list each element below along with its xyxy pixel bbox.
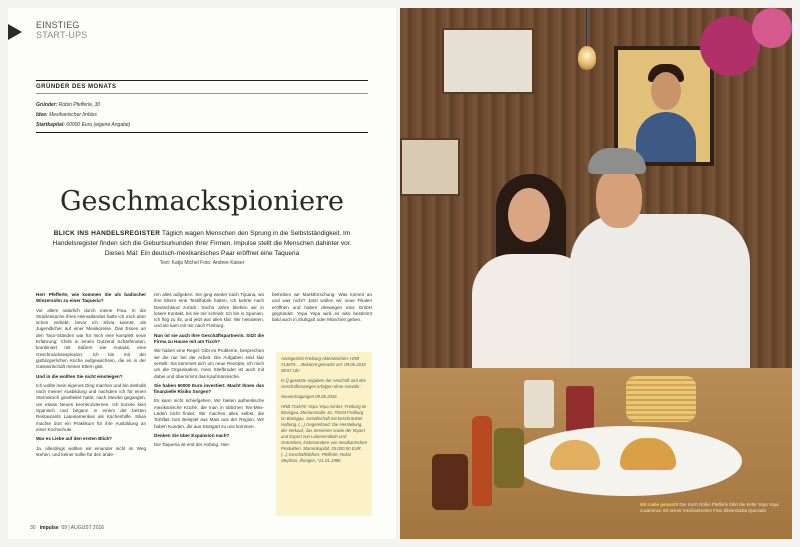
article-headline: Geschmackspioniere: [59, 186, 344, 217]
box-bottom-rule: [36, 132, 368, 133]
article-lead: [52, 229, 352, 259]
fact-label: Startkapital:: [36, 122, 65, 128]
paper-flower: [752, 8, 792, 48]
woman-face: [508, 188, 550, 242]
fact-founder: [36, 102, 100, 108]
article-column-3: [272, 292, 372, 326]
paper-flower: [700, 16, 760, 76]
register-infobox: [276, 352, 372, 516]
answer: Wir haben eine Regel: Gibt es Probleme, besprechen wir die nur bei der Arbeit. Die Aufgaben sind klar verteilt: Sie kümmert sich um neue Rezepte, ich mich um die Organisation, mein Stiefbruder ist auch mit dabei und übernimmt das Kaufmännische.: [154, 348, 264, 379]
photo-caption: [640, 502, 786, 513]
section-label: [36, 20, 87, 40]
pendant-lamp-icon: [578, 46, 596, 70]
issue-label: 09 | AUGUST 2016: [61, 525, 105, 531]
answer: ren alles aufgeben. Sie ging wieder nach Tijuana, wo ihre Eltern eine Textilfabrik hatten, ich kehrte nach Deutschland zurück. Sechs Jahre blieben wir in losem Kontakt, bis sie mir schrieb: Ich bin in Spanien. Ich flog zu ihr, und jetzt war alles klar: Wir heirateten, und sie kam mit mir nach Freiburg.: [154, 292, 264, 329]
page-number: 30: [30, 525, 36, 531]
question: Sie haben 60000 Euro investiert. Macht Ihnen das finanzielle Risiko Sorgen?: [154, 382, 264, 395]
box-title: GRÜNDER DES MONATS: [36, 84, 117, 90]
answer: Ja, allerdings wollten wir einander nicht im Weg stehen, und keiner sollte für den ande-: [36, 445, 146, 457]
infobox-entry: Neueintragungen 09.06.2016: [281, 394, 337, 399]
answer: Die Taqueria ist erst der Anfang. Hier: [154, 442, 229, 448]
question: Nun ist sie auch Ihre Geschäftspartnerin. Sitzt die Firma zu Hause mit am Tisch?: [154, 332, 264, 345]
man-face: [596, 168, 642, 228]
man-cap: [588, 148, 646, 174]
hot-sauce-bottle: [472, 416, 492, 506]
section-main: EINSTIEG: [36, 20, 80, 30]
glass-horchata: [524, 380, 554, 428]
magazine-name: impulse: [39, 525, 59, 531]
article-column-2: [154, 292, 264, 452]
section-sub: START-UPS: [36, 30, 88, 40]
glass-hibiscus: [566, 386, 594, 432]
lead-text: Täglich wagen Menschen den Sprung in die Selbstständigkeit. Im Handelsregister finden sich die Geburtsurkunden ihrer Firmen. impulse stellt die Menschen dahinter vor. Dieses Mal: Ein deutsch-mexikanisches Paar eröffnet eine Taqueria: [52, 230, 352, 257]
fact-value: Robin Pfefferle, 30: [58, 102, 101, 108]
fact-capital: [36, 122, 130, 128]
caption-lead: Mit Liebe gemacht: [640, 502, 679, 507]
question: Und in die wollten Sie nicht einsteigen?: [36, 373, 123, 379]
right-page-photo: [400, 8, 792, 539]
fact-value: 60000 Euro (eigene Angabe): [66, 122, 131, 128]
wall-picture: [442, 28, 534, 94]
question: War es Liebe auf den ersten Blick?: [36, 436, 112, 442]
box-title-rule: [36, 93, 368, 94]
answer: Ich wollte mein eigenes Ding machen und bin deshalb nach meiner Ausbildung und nachdem ich für einen Sternekoch gearbeitet hatte, nach Mexiko gegangen, um etwas Neues kennenzulernen. Ich konnte kein Spanisch und begann in einem der besten Restaurants Lateinamerikas als Küchenhilfe. Silvia machte dort ein Praktikum für ihre Ausbildung an einer Kochschule.: [36, 382, 146, 432]
tortilla-stack: [626, 376, 696, 422]
infobox-entry: In () gesetzte Angaben der Anschrift und des Geschäftszweiges erfolgen ohne Gewähr:: [281, 378, 366, 389]
answer: Vor allem natürlich durch meine Frau. In die Straßenküche ihres Heimatlandes hatte ich mich aber schon verliebt, bevor ich Silvia kannte, als Jugendlicher auf einer Mexikoreise. Das Essen an den Taco-Ständen war für mich eine komplett neue Erfahrung: Chilis in einem Dutzend Schärfenoten, kombiniert mit Süßem wie Ananas, eine Geschmacksexplosion. Ich bin mit der gutbürgerlichen Küche aufgewachsen, die es in der Gastwirtschaft meiner Eltern gibt.: [36, 307, 146, 370]
fact-value: Mexikanischer Imbiss: [49, 112, 97, 118]
article-column-1: [36, 292, 146, 461]
wall-picture: [400, 138, 460, 196]
fact-idea: [36, 112, 97, 118]
article-byline: Text: Katja Michel Foto: Andree Kaiser: [159, 260, 245, 266]
fact-label: Gründer:: [36, 102, 58, 108]
question: Herr Pfefferle, wie kommen Sie als badischer Winzersohn zu einer Taqueria?: [36, 292, 146, 304]
lamp-cord: [586, 8, 587, 48]
page-footer: [30, 525, 104, 531]
portrait-body: [636, 112, 696, 162]
infobox-entry: Amtsgericht Freiburg Aktenzeichen: HRB 714676 ... Bekannt gemacht am: 09.06.2016 08:57 Uhr: [281, 356, 366, 373]
section-marker-icon: [8, 24, 22, 40]
left-page: [8, 8, 396, 539]
salsa-jar: [432, 454, 468, 510]
fact-label: Idee:: [36, 112, 48, 118]
question: Denken Sie über Expansion nach?: [154, 432, 230, 438]
caption-text: Der Koch Robin Pfefferle führt die Kette Yepa Yepa zusammen mit seiner mexikanischen Frau Silvia Barba Quezada: [640, 502, 779, 513]
box-top-rule: [36, 80, 368, 81]
answer: Es kann nicht schiefgehen. Wir bieten authentische mexikanische Küche, die man in üblichen Tex-Mex-Läden nicht findet. Wir machen alles selbst, die Tortillas zum Beispiel aus Mais aus der Region. Wir haben Kunden, die aus Stuttgart zu uns kommen.: [154, 398, 264, 429]
infobox-entry: HRB 714676: Yepa Yepa GmbH, Freiburg im Breisgau, Merianstraße 10, 79104 Freiburg im Breisgau. Gesellschaft mit beschränkter Haftung. (...) Gegenstand: Die Herstellung, der Verkauf, das Servieren sowie der Import und Export von Lebensmitteln und Getränken, insbesondere von mexikanischen Produkten. Stammkapital: 25.000,00 EUR. (...) Geschäftsführer: Pfefferle, Robin Stephan, Ihringen, *21.01.1986: [281, 404, 367, 463]
salsa-jar: [494, 428, 524, 488]
portrait-face: [651, 72, 681, 110]
lead-kicker: BLICK INS HANDELSREGISTER: [53, 230, 161, 237]
answer: betreiben wir Marktforschung: Was kommt an und was nicht? Jetzt wollen wir neue Filialen eröffnen und haben deswegen eine GmbH gegründet. Yepa Yepa wird es also bestimmt bald auch in Stuttgart oder München geben.: [272, 292, 372, 323]
